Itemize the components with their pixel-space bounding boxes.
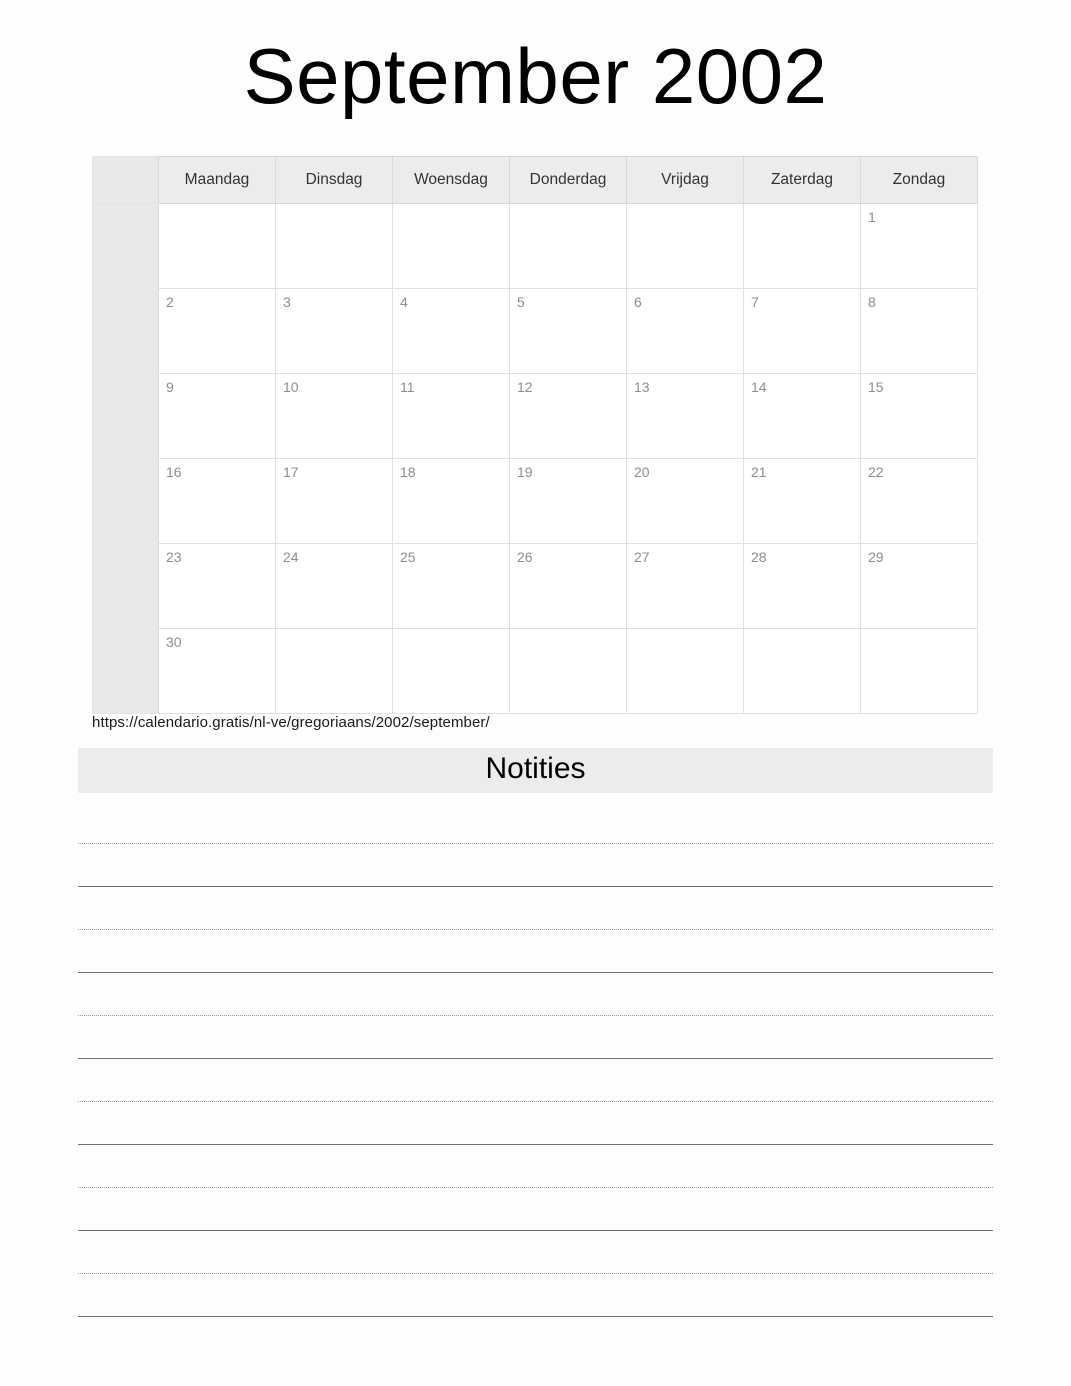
calendar-day-cell[interactable] <box>861 289 978 374</box>
weekday-header-sunday: Zondag <box>861 157 978 204</box>
day-number: 17 <box>283 464 299 480</box>
calendar-day-cell[interactable] <box>744 629 861 714</box>
calendar-day-cell[interactable] <box>627 629 744 714</box>
weekday-header-thursday: Donderdag <box>510 157 627 204</box>
calendar-day-cell[interactable] <box>276 204 393 289</box>
calendar-day-cell[interactable] <box>159 289 276 374</box>
calendar-week-row <box>93 544 978 629</box>
day-number: 20 <box>634 464 650 480</box>
day-number: 9 <box>166 379 174 395</box>
calendar-day-cell[interactable] <box>861 459 978 544</box>
day-number: 2 <box>166 294 174 310</box>
note-line[interactable] <box>78 973 993 1016</box>
day-number: 10 <box>283 379 299 395</box>
day-number <box>861 629 977 635</box>
calendar-day-cell[interactable] <box>744 459 861 544</box>
note-line[interactable] <box>78 1016 993 1059</box>
day-number: 25 <box>400 549 416 565</box>
day-number: 30 <box>166 634 182 650</box>
day-number: 21 <box>751 464 767 480</box>
calendar-day-cell[interactable] <box>744 374 861 459</box>
calendar-day-cell[interactable] <box>510 204 627 289</box>
day-number: 23 <box>166 549 182 565</box>
calendar-day-cell[interactable] <box>510 289 627 374</box>
weekday-header-saturday: Zaterdag <box>744 157 861 204</box>
calendar-header-row <box>93 157 978 204</box>
calendar-day-cell[interactable] <box>159 629 276 714</box>
calendar-day-cell[interactable] <box>510 459 627 544</box>
calendar-day-cell[interactable] <box>861 629 978 714</box>
calendar-day-cell[interactable] <box>627 204 744 289</box>
week-gutter-cell <box>93 374 159 459</box>
day-number: 22 <box>868 464 884 480</box>
calendar-day-cell[interactable] <box>510 374 627 459</box>
note-line[interactable] <box>78 1274 993 1317</box>
calendar-week-row <box>93 289 978 374</box>
calendar-week-row <box>93 459 978 544</box>
notes-heading: Notities <box>78 748 993 793</box>
calendar-week-row <box>93 204 978 289</box>
day-number: 24 <box>283 549 299 565</box>
day-number: 28 <box>751 549 767 565</box>
calendar-day-cell[interactable] <box>861 204 978 289</box>
day-number: 5 <box>517 294 525 310</box>
week-gutter-cell <box>93 629 159 714</box>
notes-lines <box>78 801 993 1317</box>
day-number: 3 <box>283 294 291 310</box>
day-number <box>627 629 743 635</box>
day-number <box>510 629 626 635</box>
day-number: 7 <box>751 294 759 310</box>
calendar-day-cell[interactable] <box>393 289 510 374</box>
day-number: 19 <box>517 464 533 480</box>
weekday-header-tuesday: Dinsdag <box>276 157 393 204</box>
day-number: 18 <box>400 464 416 480</box>
calendar-day-cell[interactable] <box>861 374 978 459</box>
note-line[interactable] <box>78 930 993 973</box>
calendar-day-cell[interactable] <box>393 629 510 714</box>
calendar-day-cell[interactable] <box>276 629 393 714</box>
day-number: 4 <box>400 294 408 310</box>
note-line[interactable] <box>78 801 993 844</box>
calendar-day-cell[interactable] <box>744 544 861 629</box>
week-gutter-header <box>93 157 159 204</box>
week-gutter-cell <box>93 289 159 374</box>
calendar-day-cell[interactable] <box>510 544 627 629</box>
calendar-day-cell[interactable] <box>276 289 393 374</box>
calendar-week-row <box>93 374 978 459</box>
day-number <box>393 629 509 635</box>
notes-section <box>78 748 993 1317</box>
page-title: September 2002 <box>243 32 828 120</box>
week-gutter-cell <box>93 544 159 629</box>
day-number: 15 <box>868 379 884 395</box>
note-line[interactable] <box>78 1188 993 1231</box>
calendar-day-cell[interactable] <box>744 204 861 289</box>
day-number: 8 <box>868 294 876 310</box>
calendar-day-cell[interactable] <box>744 289 861 374</box>
calendar-day-cell[interactable] <box>627 544 744 629</box>
calendar-day-cell[interactable] <box>276 459 393 544</box>
calendar-day-cell[interactable] <box>510 629 627 714</box>
day-number <box>744 629 860 635</box>
calendar-day-cell[interactable] <box>276 544 393 629</box>
source-url[interactable]: https://calendario.gratis/nl-ve/gregoriaans/2002/september/ <box>92 714 490 731</box>
note-line[interactable] <box>78 1102 993 1145</box>
note-line[interactable] <box>78 1231 993 1274</box>
day-number <box>276 629 392 635</box>
day-number: 14 <box>751 379 767 395</box>
calendar-day-cell[interactable] <box>627 289 744 374</box>
calendar-day-cell[interactable] <box>393 204 510 289</box>
weekday-header-friday: Vrijdag <box>627 157 744 204</box>
day-number: 27 <box>634 549 650 565</box>
calendar-day-cell[interactable] <box>276 374 393 459</box>
calendar-day-cell[interactable] <box>159 459 276 544</box>
calendar-day-cell[interactable] <box>393 544 510 629</box>
calendar-day-cell[interactable] <box>861 544 978 629</box>
day-number <box>744 204 860 210</box>
calendar-day-cell[interactable] <box>627 374 744 459</box>
day-number: 16 <box>166 464 182 480</box>
calendar-day-cell[interactable] <box>627 459 744 544</box>
note-line[interactable] <box>78 1145 993 1188</box>
calendar-day-cell[interactable] <box>159 204 276 289</box>
week-gutter-cell <box>93 204 159 289</box>
day-number <box>393 204 509 210</box>
day-number <box>276 204 392 210</box>
calendar-week-row <box>93 629 978 714</box>
day-number <box>510 204 626 210</box>
day-number <box>627 204 743 210</box>
calendar-day-cell[interactable] <box>159 374 276 459</box>
calendar-day-cell[interactable] <box>393 374 510 459</box>
weekday-header-monday: Maandag <box>159 157 276 204</box>
note-line[interactable] <box>78 1059 993 1102</box>
calendar-table <box>92 156 978 714</box>
day-number: 1 <box>868 209 876 225</box>
day-number: 29 <box>868 549 884 565</box>
day-number <box>159 204 275 210</box>
day-number: 26 <box>517 549 533 565</box>
day-number: 11 <box>400 379 415 395</box>
note-line[interactable] <box>78 844 993 887</box>
week-gutter-cell <box>93 459 159 544</box>
day-number: 6 <box>634 294 642 310</box>
note-line[interactable] <box>78 887 993 930</box>
weekday-header-wednesday: Woensdag <box>393 157 510 204</box>
day-number: 12 <box>517 379 533 395</box>
calendar-container <box>92 156 978 714</box>
calendar-day-cell[interactable] <box>159 544 276 629</box>
day-number: 13 <box>634 379 650 395</box>
calendar-day-cell[interactable] <box>393 459 510 544</box>
